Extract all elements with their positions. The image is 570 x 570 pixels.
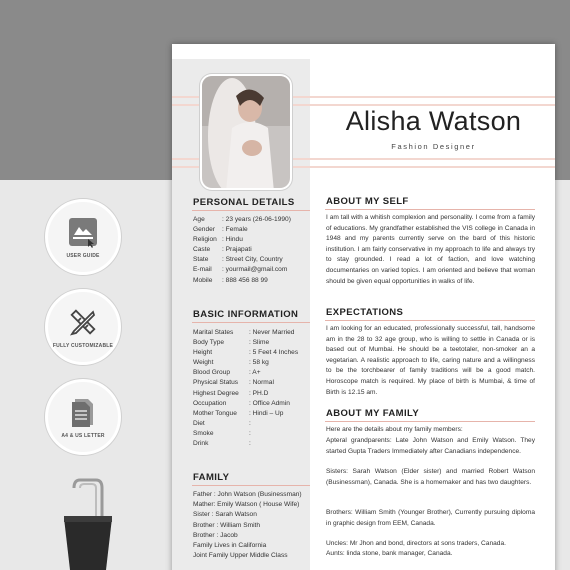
- detail-row: [193, 255, 291, 265]
- paper-size-badge: [45, 379, 121, 455]
- detail-row: [193, 399, 298, 409]
- detail-value: :: [249, 419, 251, 427]
- expectations-heading: EXPECTATIONS: [326, 307, 404, 318]
- detail-key: State: [193, 256, 209, 264]
- detail-value: : Hindu: [222, 236, 243, 244]
- user-guide-icon: [66, 215, 100, 249]
- resume-page: [172, 44, 555, 570]
- about-family-brothers: Brothers: William Smith (Younger Brother), Currently pursuing diploma in graphic design from EEM, Canada.: [326, 509, 535, 527]
- about-family-heading: ABOUT MY FAMILY: [326, 408, 420, 419]
- detail-row: [193, 215, 291, 225]
- detail-key: Body Type: [193, 339, 225, 347]
- user-guide-label: USER GUIDE: [66, 253, 100, 259]
- detail-row: [193, 348, 298, 358]
- detail-value: : Prajapati: [222, 246, 252, 254]
- family-line: Mather: Emily Watson ( House Wife): [193, 501, 300, 509]
- heading-rule: [325, 421, 535, 422]
- detail-key: Caste: [193, 246, 211, 254]
- about-family-uncles: Uncles: Mr Jhon and bond, directors at sons traders, Canada.: [326, 540, 506, 547]
- detail-key: Gender: [193, 226, 215, 234]
- resume-name: Alisha Watson: [345, 106, 522, 136]
- expectations-text: I am looking for an educated, professionally successful, tall, handsome am in the 28 to 32 age group, who is willing to settle in Canada or is based out of Mumbai. He should be a teetotaler, non-smoker an a vegetarian. A realistic approach to life, caring nature and a willingness to be the torchbearer of family traditions will be a good match. Horoscope match is required. My place of birth is Mumbai, & time of Birth is 12.15 am.: [326, 325, 535, 396]
- binder-clip-icon: [60, 478, 116, 570]
- detail-row: [193, 419, 298, 429]
- detail-key: Age: [193, 216, 205, 223]
- personal-details-list: [193, 215, 291, 286]
- detail-key: Mother Tongue: [193, 409, 237, 417]
- detail-row: [193, 235, 291, 245]
- detail-key: Height: [193, 349, 213, 357]
- detail-key: Occupation: [193, 399, 227, 407]
- bride-portrait-image: [202, 76, 292, 190]
- detail-key: Smoke: [193, 429, 214, 437]
- detail-key: Marital States: [193, 329, 234, 336]
- family-line: Joint Family Upper Middle Class: [193, 552, 288, 560]
- detail-key: E-mail: [193, 266, 212, 274]
- detail-value: : Office Admin: [249, 399, 290, 407]
- detail-key: Drink: [193, 440, 209, 448]
- detail-value: : PH.D: [249, 389, 269, 397]
- heading-rule: [192, 322, 310, 323]
- detail-row: [193, 265, 291, 275]
- detail-row: [193, 358, 298, 368]
- detail-value: : Never Married: [249, 329, 295, 336]
- detail-value: : Street City, Country: [222, 256, 283, 264]
- detail-row: [193, 378, 298, 388]
- detail-key: Weight: [193, 359, 214, 367]
- about-myself-text: I am tall with a whitish complexion and personality. I come from a family of educations. My grandfather established the VIS college in Canada in 1948 and my parents currently serve on the bard of this historic institution. I am fairly conservative in my approach to life and always try to stay grounded. I read a lot of faction, and love watching documentaries on varied topics. I am oriented and believe that woman should be given equal opportunities in walks of life.: [326, 214, 535, 285]
- about-family-grandparents: Apteral grandparents: Late John Watson and Emily Watson. They started Gupta Traders Immediately after Canadians independence.: [326, 437, 535, 455]
- detail-value: : 58 kg: [249, 359, 269, 367]
- detail-key: Blood Group: [193, 369, 231, 377]
- detail-row: [193, 276, 291, 286]
- customize-tools-icon: [66, 305, 100, 339]
- detail-key: Religion: [193, 236, 217, 244]
- detail-value: : Slime: [249, 339, 270, 347]
- detail-key: Diet: [193, 419, 205, 427]
- personal-details-heading: PERSONAL DETAILS: [193, 197, 295, 208]
- family-line: Father : John Watson (Businessman): [193, 491, 302, 498]
- about-myself-heading: ABOUT MY SELF: [326, 196, 409, 207]
- detail-value: :: [249, 440, 251, 448]
- family-heading: FAMILY: [193, 472, 230, 483]
- detail-value: :: [249, 429, 251, 437]
- heading-rule: [192, 210, 310, 211]
- family-list: [193, 490, 313, 561]
- detail-row: [193, 409, 298, 419]
- family-line: Brother : William Smith: [193, 521, 261, 529]
- document-icon: [66, 395, 100, 429]
- heading-rule: [325, 320, 535, 321]
- detail-row: [193, 429, 298, 439]
- fully-customizable-badge: [45, 289, 121, 365]
- family-line: Sister : Sarah Watson: [193, 511, 257, 519]
- detail-value: : A+: [249, 369, 261, 377]
- paper-size-label: A4 & US LETTER: [61, 433, 105, 439]
- detail-row: [193, 328, 298, 338]
- detail-value: : 23 years (26-06-1990): [222, 216, 291, 223]
- detail-row: [193, 389, 298, 399]
- detail-value: : Hindi – Up: [249, 409, 284, 417]
- detail-value: : Female: [222, 226, 248, 234]
- user-guide-badge: [45, 199, 121, 275]
- heading-rule: [192, 485, 310, 486]
- detail-key: Highest Degree: [193, 389, 239, 397]
- basic-information-list: [193, 328, 298, 449]
- detail-row: [193, 368, 298, 378]
- resume-job-title: Fashion Designer: [391, 142, 476, 151]
- detail-value: : 5 Feet 4 Inches: [249, 349, 299, 357]
- detail-key: Physical Status: [193, 379, 239, 387]
- basic-information-heading: BASIC INFORMATION: [193, 309, 299, 320]
- about-family-sisters: Sisters: Sarah Watson (Elder sister) and married Robert Watson (Businessman), Canada. She is a homemaker and has two daughters.: [326, 468, 535, 486]
- detail-value: : yourmail@gmail.com: [222, 266, 288, 274]
- profile-photo: [200, 74, 292, 190]
- fully-customizable-label: FULLY CUSTOMIZABLE: [52, 343, 114, 349]
- family-line: Family Lives in California: [193, 542, 267, 550]
- heading-rule: [325, 209, 535, 210]
- detail-value: : Normal: [249, 379, 274, 387]
- about-family-intro: Here are the details about my family members:: [326, 426, 463, 433]
- about-family-aunts: Aunts: linda stone, bank manager, Canada.: [326, 550, 453, 557]
- detail-row: [193, 245, 291, 255]
- family-line: Brother : Jacob: [193, 531, 238, 539]
- detail-value: : 888 456 88 99: [222, 276, 268, 284]
- detail-key: Mobile: [193, 276, 213, 284]
- detail-row: [193, 338, 298, 348]
- detail-row: [193, 439, 298, 449]
- detail-row: [193, 225, 291, 235]
